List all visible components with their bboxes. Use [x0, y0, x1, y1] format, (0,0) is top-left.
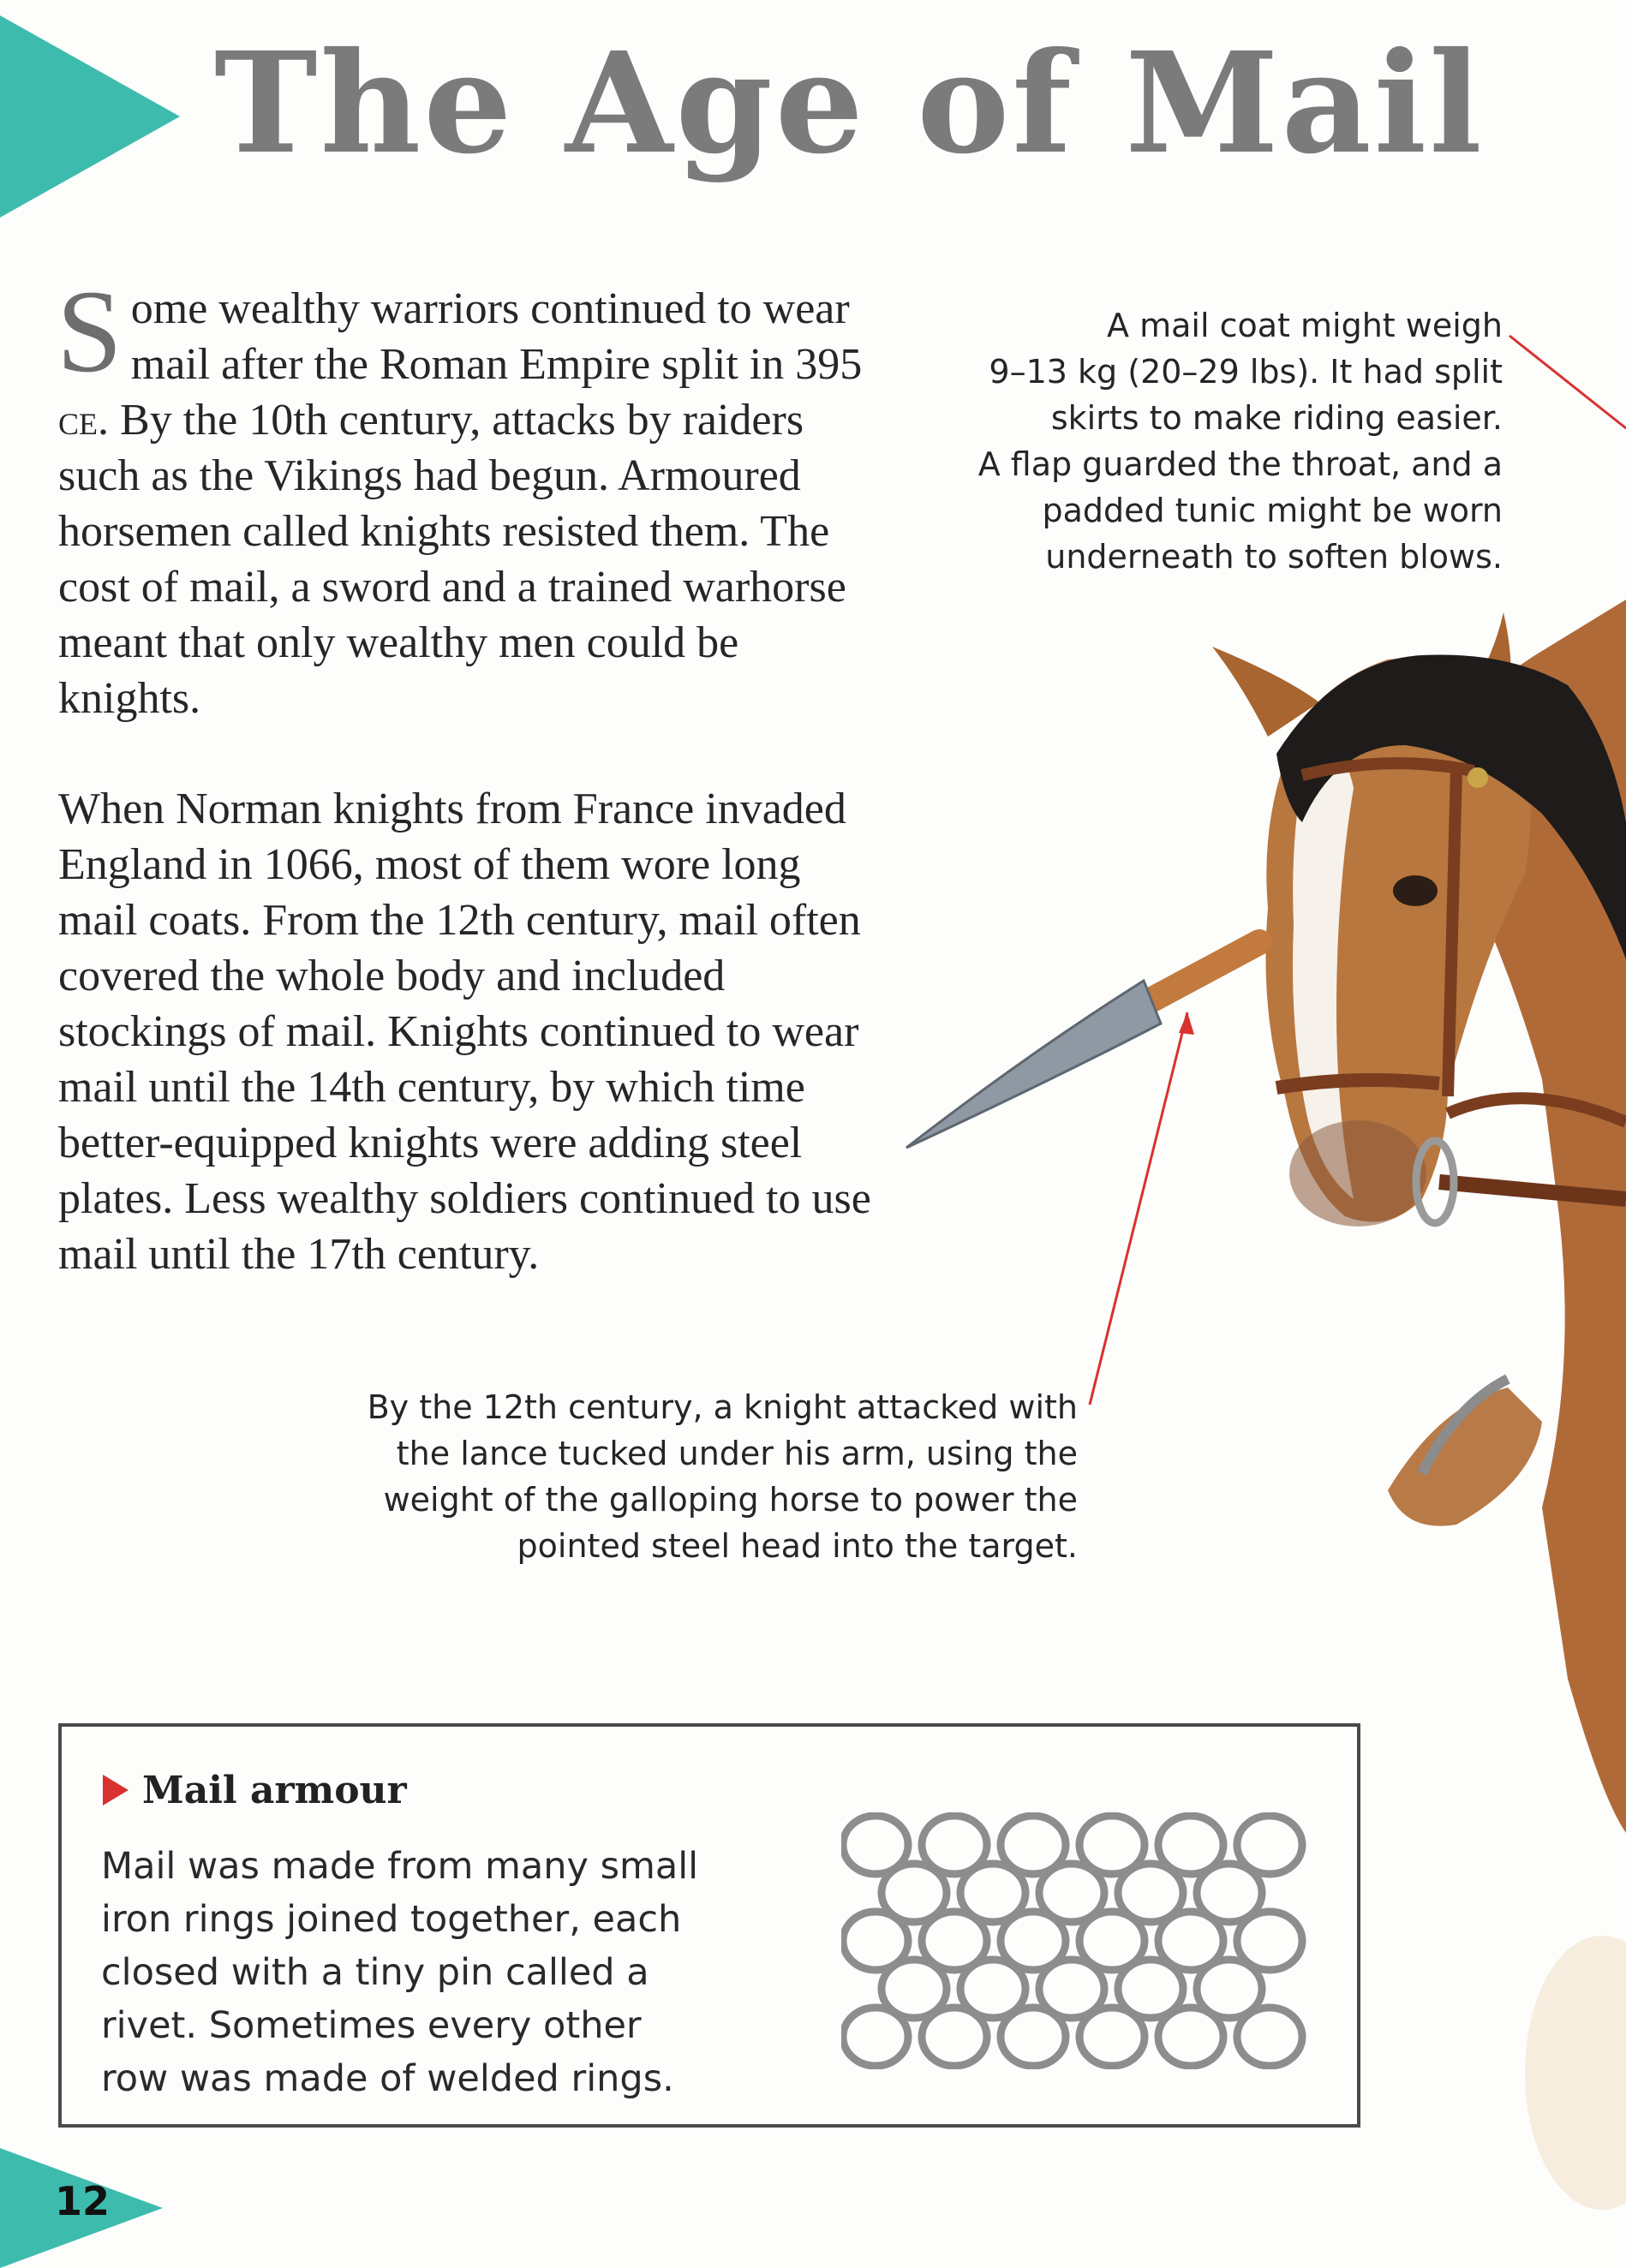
caption-line: skirts to make riding easier. — [1050, 399, 1503, 437]
bridle-cheekpiece — [1448, 771, 1456, 1096]
mail-armour-heading-text: Mail armour — [142, 1769, 407, 1812]
mail-coat-caption — [978, 302, 1503, 580]
mail-armour-heading — [103, 1768, 407, 1814]
mail-ring — [843, 2008, 908, 2066]
callout-line-lance — [1090, 1012, 1187, 1405]
mail-ring — [1158, 2008, 1223, 2066]
triangle-pointer-icon — [103, 1775, 129, 1805]
intro-text: ome wealthy warriors continued to wear mail after the Roman Empire split in 395 — [130, 284, 863, 389]
horse-muzzle — [1289, 1120, 1426, 1227]
chainmail-illustration — [841, 1812, 1321, 2069]
page-title: The Age of Mail — [214, 22, 1485, 185]
caption-line: underneath to soften blows. — [1045, 538, 1503, 576]
mail-armour-box — [58, 1723, 1360, 2128]
mail-ring — [922, 2008, 987, 2066]
callout-arrowhead — [1179, 1012, 1194, 1035]
lance-caption — [368, 1384, 1078, 1569]
intro-text-rest: . By the 10th century, attacks by raiders such as the Vikings had begun. Armoured horsemen called knights resisted them. The cost of mail, a sword and a trained warhorse meant that only wealthy men could be knights. — [58, 396, 846, 723]
drop-cap: S — [57, 266, 123, 397]
mail-ring — [1001, 2008, 1066, 2066]
horse-eye — [1393, 875, 1438, 906]
callout-line-mail-coat — [1509, 336, 1626, 428]
mail-ring — [1237, 2008, 1302, 2066]
mail-armour-text: Mail was made from many small iron rings joined together, each closed with a tiny pin called a rivet. Sometimes every other row was made of welded rings. — [101, 1845, 699, 2100]
caption-line: By the 12th century, a knight attacked with — [367, 1388, 1078, 1426]
norman-paragraph — [58, 781, 881, 1282]
caption-line: weight of the galloping horse to power the — [383, 1481, 1078, 1519]
bridle-noseband — [1276, 1080, 1439, 1088]
bridle-buckle — [1468, 767, 1488, 788]
caption-line: pointed steel head into the target. — [517, 1527, 1078, 1565]
caption-line: padded tunic might be worn — [1042, 492, 1503, 529]
caption-line: 9–13 kg (20–29 lbs). It had split — [989, 353, 1503, 391]
norman-text: When Norman knights from France invaded England in 1066, most of them wore long mail coats. From the 12th century, mail often covered the whole body and included stockings of mail. Knights continued to wear mail until the 14th century, by which time better-equipped knights were adding steel plates. Less wealthy soldiers continued to use mail until the 17th century. — [58, 785, 871, 1279]
era-abbreviation: ce — [58, 396, 99, 445]
mail-ring — [1079, 2008, 1145, 2066]
caption-line: A mail coat might weigh — [1107, 307, 1503, 344]
lance-shaft — [1139, 942, 1259, 1006]
lance-head — [906, 981, 1161, 1148]
intro-paragraph — [57, 266, 881, 726]
caption-line: A flap guarded the throat, and a — [977, 445, 1503, 483]
background-wash — [1525, 1936, 1626, 2210]
caption-line: the lance tucked under his arm, using the — [396, 1435, 1078, 1472]
page-number: 12 — [55, 2178, 111, 2224]
